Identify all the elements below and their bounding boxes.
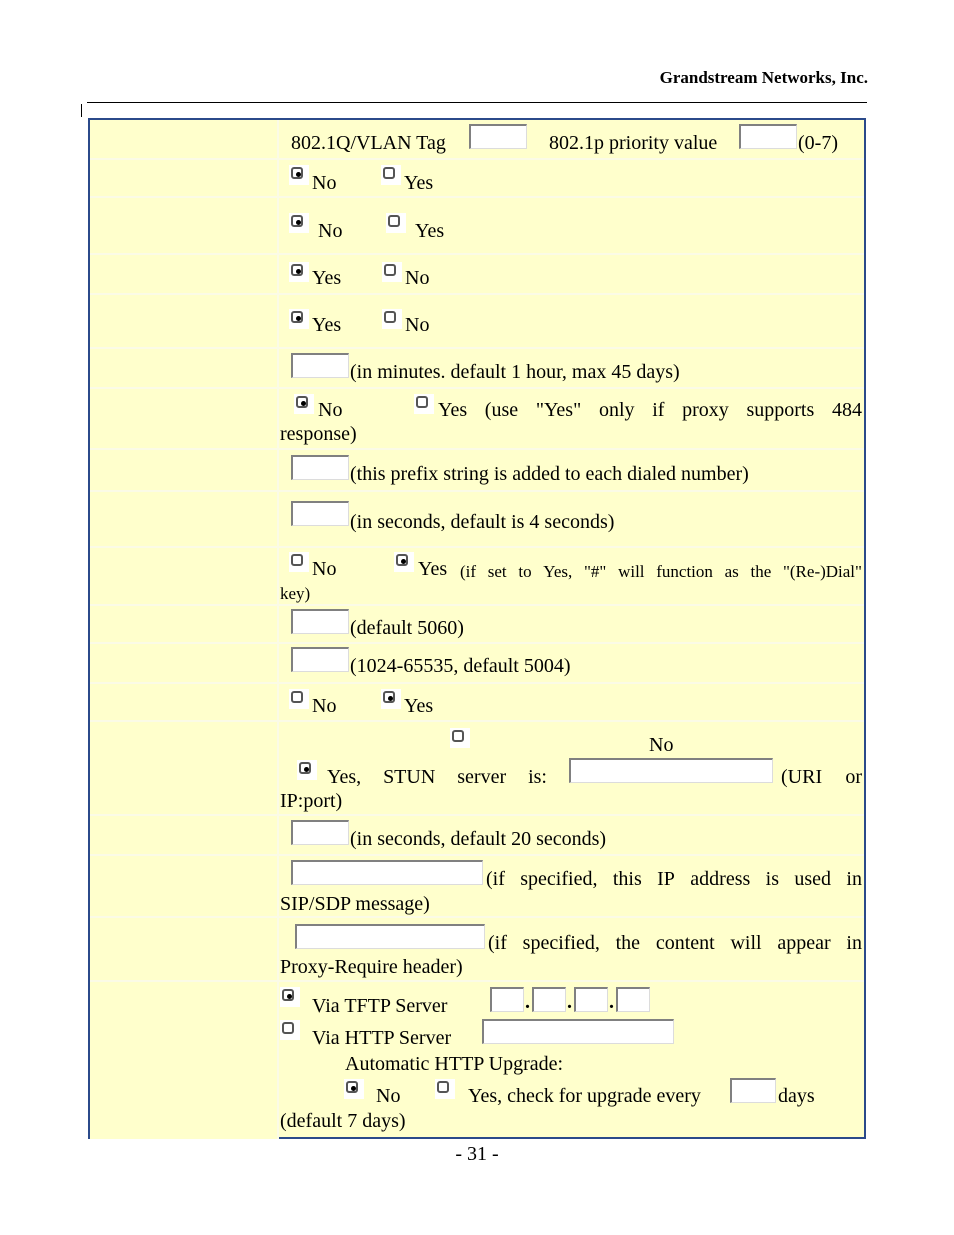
option-label: No: [312, 695, 337, 717]
word: proxy: [682, 399, 729, 421]
option-label: Via TFTP Server: [312, 995, 448, 1017]
word: IP: [657, 868, 675, 890]
option-label: No: [312, 172, 337, 194]
row-ip-address: [90, 856, 864, 918]
word: specified,: [522, 932, 600, 954]
word: the: [615, 932, 641, 954]
radio-via-http[interactable]: [280, 1020, 300, 1040]
word: this: [612, 868, 642, 890]
ip-dot: .: [525, 991, 530, 1013]
minutes-input[interactable]: [291, 353, 349, 378]
radio-yes[interactable]: [289, 309, 309, 329]
upgrade-days-input[interactable]: [730, 1078, 776, 1103]
option-note-justified: [460, 562, 862, 582]
row-label-cell: [90, 856, 279, 916]
row-label-cell: [90, 492, 279, 546]
row-label-cell: [90, 389, 279, 448]
row-label-cell: [90, 606, 279, 642]
word: 484: [831, 399, 862, 421]
option-label: Yes: [404, 695, 434, 717]
row-prefix: [90, 450, 864, 492]
row-stun: [90, 722, 864, 816]
word: or: [845, 766, 862, 788]
row-value-cell: [279, 349, 864, 387]
company-name: Grandstream Networks, Inc.: [659, 68, 868, 87]
row-option: [90, 684, 864, 722]
row-minutes: [90, 349, 864, 389]
word: is:: [528, 766, 547, 788]
field-note-justified: [488, 932, 862, 955]
row-value-cell: [279, 198, 864, 253]
row-value-cell: [279, 492, 864, 546]
word: (if: [488, 932, 507, 954]
word: content: [655, 932, 715, 954]
radio-yes[interactable]: [381, 165, 401, 185]
row-proxy-require: [90, 918, 864, 982]
row-label-cell: [90, 120, 279, 158]
word: in: [846, 868, 862, 890]
radio-no[interactable]: [289, 213, 309, 233]
word: is: [765, 868, 779, 890]
days-label: days: [778, 1085, 815, 1107]
rtp-port-input[interactable]: [291, 647, 349, 672]
word: STUN: [383, 766, 436, 788]
tftp-ip-octet-2[interactable]: [532, 987, 566, 1012]
http-server-input[interactable]: [482, 1019, 674, 1044]
row-label-cell: [90, 548, 279, 604]
option-label: Via HTTP Server: [312, 1027, 452, 1049]
row-label-cell: [90, 722, 279, 814]
radio-auto-no[interactable]: [344, 1079, 364, 1099]
field-note: (in minutes. default 1 hour, max 45 days): [350, 361, 680, 383]
field-note-cont: SIP/SDP message): [280, 893, 430, 915]
row-value-cell: [279, 644, 864, 682]
row-label-cell: [90, 450, 279, 490]
radio-via-tftp[interactable]: [280, 987, 300, 1007]
option-label: No: [318, 220, 343, 242]
radio-stun-no[interactable]: [450, 728, 470, 748]
field-note: (default 5060): [350, 617, 464, 639]
radio-no[interactable]: [294, 394, 314, 414]
row-value-cell: [279, 606, 864, 642]
row-hash-dial: [90, 548, 864, 606]
word: Yes,: [327, 766, 362, 788]
word: "(Re-)Dial": [782, 562, 862, 581]
row-label-cell: [90, 295, 279, 347]
row-rtp-port: [90, 644, 864, 684]
row-option: [90, 160, 864, 198]
option-label: Yes, check for upgrade every: [468, 1085, 701, 1107]
radio-no[interactable]: [382, 309, 402, 329]
proxy-require-input[interactable]: [295, 924, 485, 949]
margin-tick: [81, 104, 82, 117]
row-value-cell: [279, 450, 864, 490]
row-label-cell: [90, 644, 279, 682]
word: if: [652, 399, 665, 421]
word: Yes: [438, 399, 468, 421]
field-note-justified: [781, 766, 862, 789]
word: supports: [746, 399, 815, 421]
tftp-ip-octet-1[interactable]: [490, 987, 524, 1012]
row-value-cell: [279, 856, 864, 916]
option-label-cont: response): [280, 423, 357, 445]
row-value-cell: [279, 982, 864, 1139]
option-label-justified: [327, 766, 547, 789]
word: "#": [583, 562, 607, 581]
radio-no[interactable]: [289, 552, 309, 572]
field-note-cont: Proxy-Require header): [280, 956, 463, 978]
ip-dot: .: [609, 991, 614, 1013]
priority-input[interactable]: [739, 124, 797, 149]
option-label: Yes: [312, 314, 342, 336]
page-number: - 31 -: [455, 1143, 499, 1165]
row-sip-port: [90, 606, 864, 644]
radio-no[interactable]: [289, 165, 309, 185]
word: server: [457, 766, 507, 788]
word: as: [724, 562, 739, 581]
keepalive-input[interactable]: [291, 820, 349, 845]
radio-no[interactable]: [382, 262, 402, 282]
radio-stun-yes[interactable]: [297, 760, 317, 780]
default-note: (default 7 days): [280, 1110, 406, 1132]
word: address: [690, 868, 751, 890]
row-value-cell: [279, 722, 864, 814]
tftp-ip-octet-3[interactable]: [574, 987, 608, 1012]
row-value-cell: [279, 160, 864, 196]
option-label: Yes: [404, 172, 434, 194]
word: to: [518, 562, 532, 581]
word: (if: [460, 562, 477, 581]
row-upgrade: [90, 982, 864, 1139]
row-vlan: [90, 120, 864, 160]
row-proxy-484: [90, 389, 864, 450]
word: function: [656, 562, 713, 581]
auto-upgrade-label: Automatic HTTP Upgrade:: [345, 1053, 564, 1075]
row-label-cell: [90, 349, 279, 387]
option-label: No: [405, 314, 430, 336]
option-label: Yes: [418, 558, 448, 580]
radio-yes[interactable]: [386, 213, 406, 233]
stun-server-input[interactable]: [569, 758, 773, 783]
word: in: [846, 932, 862, 954]
row-seconds-20: [90, 816, 864, 856]
row-value-cell: [279, 816, 864, 854]
row-label-cell: [90, 918, 279, 980]
word: Yes,: [543, 562, 573, 581]
row-option: [90, 255, 864, 295]
row-value-cell: [279, 684, 864, 720]
word: (use: [484, 399, 519, 421]
field-note-cont: IP:port): [280, 790, 343, 812]
word: set: [487, 562, 507, 581]
option-label-justified: [438, 399, 862, 422]
radio-yes[interactable]: [381, 689, 401, 709]
prefix-input[interactable]: [291, 455, 349, 480]
row-label-cell: [90, 160, 279, 196]
option-label: Yes: [415, 220, 445, 242]
tftp-ip-octet-4[interactable]: [616, 987, 650, 1012]
option-label: No: [312, 558, 337, 580]
word: the: [750, 562, 772, 581]
option-label: No: [405, 267, 430, 289]
row-value-cell: [279, 120, 864, 158]
row-value-cell: [279, 548, 864, 604]
radio-no[interactable]: [289, 689, 309, 709]
radio-yes[interactable]: [394, 552, 414, 572]
ip-dot: .: [567, 991, 572, 1013]
option-note-cont: key): [280, 584, 311, 603]
field-note: (in seconds, default 20 seconds): [350, 828, 607, 850]
priority-label: 802.1p priority value: [549, 132, 718, 154]
row-option: [90, 295, 864, 349]
option-label: No: [649, 734, 674, 756]
radio-yes[interactable]: [289, 262, 309, 282]
vlan-tag-input[interactable]: [469, 124, 527, 149]
word: "Yes": [535, 399, 582, 421]
row-label-cell: [90, 255, 279, 293]
word: will: [730, 932, 762, 954]
timeout-input[interactable]: [291, 501, 349, 526]
word: (if: [486, 868, 505, 890]
sip-port-input[interactable]: [291, 609, 349, 634]
word: specified,: [520, 868, 598, 890]
vlan-tag-label: 802.1Q/VLAN Tag: [291, 132, 446, 154]
header-rule: [87, 102, 867, 103]
row-seconds-4: [90, 492, 864, 548]
row-label-cell: [90, 198, 279, 253]
word: (URI: [781, 766, 823, 788]
field-note: (in seconds, default is 4 seconds): [350, 511, 615, 533]
word: used: [794, 868, 832, 890]
radio-yes[interactable]: [414, 394, 434, 414]
word: appear: [777, 932, 831, 954]
row-value-cell: [279, 918, 864, 980]
priority-range: (0-7): [798, 132, 838, 154]
row-label-cell: [90, 982, 279, 1139]
ip-address-input[interactable]: [291, 860, 483, 885]
row-value-cell: [279, 295, 864, 347]
radio-auto-yes[interactable]: [435, 1079, 455, 1099]
option-label: Yes: [312, 267, 342, 289]
field-note-justified: [486, 868, 862, 891]
settings-table: [88, 118, 866, 1139]
row-option: [90, 198, 864, 255]
word: will: [618, 562, 645, 581]
field-note: (1024-65535, default 5004): [350, 655, 571, 677]
option-label: No: [376, 1085, 401, 1107]
option-label: No: [318, 399, 343, 421]
word: only: [598, 399, 635, 421]
row-label-cell: [90, 684, 279, 720]
row-value-cell: [279, 255, 864, 293]
row-value-cell: [279, 389, 864, 448]
row-label-cell: [90, 816, 279, 854]
field-note: (this prefix string is added to each dialed number): [350, 463, 749, 485]
